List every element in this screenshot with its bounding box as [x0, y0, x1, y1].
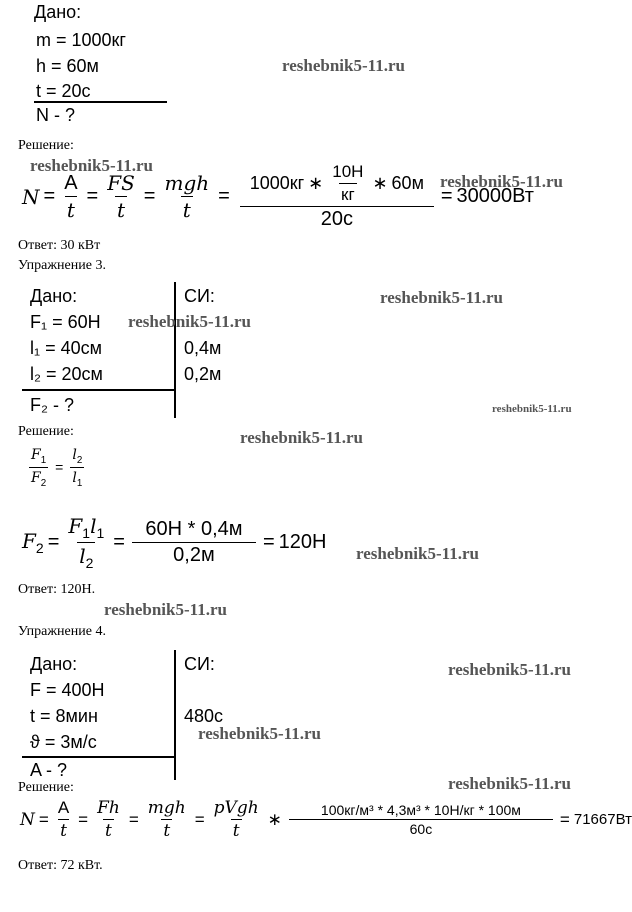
ex2-given-divider	[34, 101, 167, 103]
watermark: reshebnik5-11.ru	[104, 600, 227, 619]
ex4-si-t: 480с	[184, 706, 224, 726]
ex4-solution-label: Решение:	[18, 780, 74, 795]
watermark: reshebnik5-11.ru	[440, 172, 563, 191]
ex2-answer: Ответ: 30 кВт	[18, 238, 101, 253]
ex4-dano-title: Дано:	[30, 654, 78, 674]
ex4-si-divider	[174, 650, 176, 780]
ex3-solution-label: Решение:	[18, 424, 74, 439]
ex3-find: F₂ - ?	[30, 395, 74, 415]
ex3-given-f1: F₁ = 60Н	[30, 312, 101, 332]
ex2-find: N - ?	[36, 105, 76, 125]
ex3-formula: $F_2$ = $\frac{F_1l_1}{l_2}$ = $\frac{60Н * 0,4м}{0,2м}$ = 120Н	[22, 514, 327, 571]
ex3-result: 120Н	[278, 531, 327, 553]
ex4-find: A - ?	[30, 760, 68, 780]
ex3-proportion: $\frac{F_1}{F_2}$ = $\frac{l_2}{l_1}$	[31, 447, 83, 489]
ex3-given-l2: l₂ = 20см	[30, 364, 103, 384]
ex3-given-divider	[22, 389, 174, 391]
watermark: reshebnik5-11.ru	[492, 403, 572, 415]
ex4-si-title: СИ:	[184, 654, 215, 674]
ex2-result: 30000Вт	[456, 185, 534, 207]
ex3-answer: Ответ: 120Н.	[18, 582, 96, 597]
ex3-dano-title: Дано:	[30, 286, 78, 306]
ex4-answer: Ответ: 72 кВт.	[18, 858, 103, 873]
ex2-given-m: m = 1000кг	[36, 30, 126, 50]
ex2-formula: N = $\frac{A}{t}$ = $\frac{FS}{t}$ = $\frac{\text{mgh}}{t}$ = 1000кг ∗ $\frac{10Н}{кг}$ ∗ 60м 20с = 30000Вт	[22, 162, 534, 230]
ex2-given-h: h = 60м	[36, 56, 99, 76]
ex2-dano-title: Дано:	[34, 2, 82, 22]
watermark: reshebnik5-11.ru	[30, 156, 153, 175]
ex3-si-title: СИ:	[184, 286, 215, 306]
ex4-formula: N = $\frac{A}{t}$ = $\frac{Fh}{t}$ = $\frac{\text{mgh}}{t}$ = $\frac{\text{pVgh}}{t}$ ∗ $\frac{\text{100кг/м³ * 4,3м³ * 10Н/кг * 100м}}{60с}$ = 71667Вт	[20, 798, 632, 841]
ex4-title: Упражнение 4.	[18, 624, 106, 639]
watermark: reshebnik5-11.ru	[448, 774, 571, 793]
watermark: reshebnik5-11.ru	[240, 428, 363, 447]
ex3-si-l2: 0,2м	[184, 364, 222, 384]
watermark: reshebnik5-11.ru	[198, 724, 321, 743]
watermark: reshebnik5-11.ru	[448, 660, 571, 679]
ex4-result: 71667Вт	[573, 811, 632, 828]
ex2-given-t: t = 20с	[36, 81, 91, 101]
ex3-si-divider	[174, 282, 176, 418]
watermark: reshebnik5-11.ru	[282, 56, 405, 75]
ex4-given-f: F = 400Н	[30, 680, 105, 700]
watermark: reshebnik5-11.ru	[128, 312, 251, 331]
watermark: reshebnik5-11.ru	[380, 288, 503, 307]
watermark: reshebnik5-11.ru	[356, 544, 479, 563]
ex2-lhs: N	[22, 184, 40, 209]
ex4-given-t: t = 8мин	[30, 706, 98, 726]
ex2-solution-label: Решение:	[18, 138, 74, 153]
ex3-given-l1: l₁ = 40см	[30, 338, 102, 358]
ex3-si-l1: 0,4м	[184, 338, 222, 358]
ex4-given-divider	[22, 756, 174, 758]
ex3-title: Упражнение 3.	[18, 258, 106, 273]
ex4-given-v: ϑ = 3м/с	[30, 732, 97, 752]
